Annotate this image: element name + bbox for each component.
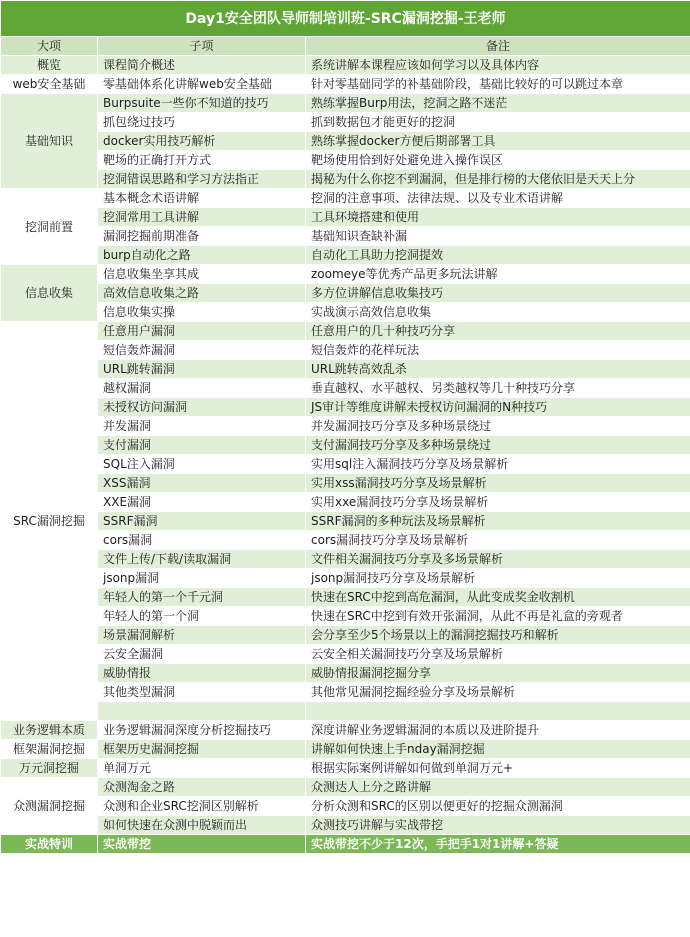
category-cell: 信息收集 [1,265,98,322]
table-row [1,531,690,550]
subitem-cell: 靶场的正确打开方式 [98,151,306,170]
category-cell: 万元洞挖掘 [1,759,98,778]
subitem-cell: SQL注入漏洞 [98,455,306,474]
table-row [1,740,690,759]
subitem-cell: 基本概念术语讲解 [98,189,306,208]
table-row [1,360,690,379]
subitem-cell: 漏洞挖掘前期准备 [98,227,306,246]
note-cell: 熟练掌握Burp用法，挖洞之路不迷茫 [306,94,690,113]
subitem-cell: 威胁情报 [98,664,306,683]
subitem-cell: 课程简介概述 [98,56,306,75]
category-cell: web安全基础 [1,75,98,94]
note-cell: 威胁情报漏洞挖掘分享 [306,664,690,683]
note-cell: 短信轰炸的花样玩法 [306,341,690,360]
table-row [1,56,690,75]
final-note-cell: 实战带挖不少于12次，手把手1对1讲解+答疑 [306,835,690,854]
final-subitem-cell: 实战带挖 [98,835,306,854]
table-row [1,797,690,816]
table-row [1,94,690,113]
table-row [1,341,690,360]
table-row [1,569,690,588]
subitem-cell: jsonp漏洞 [98,569,306,588]
note-cell: 实用xss漏洞技巧分享及场景解析 [306,474,690,493]
subitem-cell: 信息收集实操 [98,303,306,322]
note-cell: 深度讲解业务逻辑漏洞的本质以及进阶提升 [306,721,690,740]
table-row [1,588,690,607]
subitem-cell: 年轻人的第一个洞 [98,607,306,626]
subitem-cell: 挖洞错误思路和学习方法指正 [98,170,306,189]
table-row [1,512,690,531]
table-row [1,151,690,170]
table-row [1,493,690,512]
subitem-cell: 挖洞常用工具讲解 [98,208,306,227]
note-cell: 会分享至少5个场景以上的漏洞挖掘技巧和解析 [306,626,690,645]
table-row [1,113,690,132]
note-cell: 快速在SRC中挖到高危漏洞，从此变成奖金收割机 [306,588,690,607]
table-row [1,265,690,284]
subitem-cell: 越权漏洞 [98,379,306,398]
table-row [1,474,690,493]
subitem-cell: 信息收集坐享其成 [98,265,306,284]
subitem-cell: docker实用技巧解析 [98,132,306,151]
table-row [1,759,690,778]
subitem-cell: 众测淘金之路 [98,778,306,797]
subitem-cell: 短信轰炸漏洞 [98,341,306,360]
table-row [1,132,690,151]
table-row [1,455,690,474]
note-cell: 文件相关漏洞技巧分享及多场景解析 [306,550,690,569]
header-category: 大项 [1,37,98,56]
note-cell: 抓到数据包才能更好的挖洞 [306,113,690,132]
note-cell: cors漏洞技巧分享及场景解析 [306,531,690,550]
table-row [1,436,690,455]
note-cell: 众测技巧讲解与实战带挖 [306,816,690,835]
table-row [1,170,690,189]
subitem-cell: burp自动化之路 [98,246,306,265]
category-cell: 框架漏洞挖掘 [1,740,98,759]
subitem-cell: 业务逻辑漏洞深度分析挖掘技巧 [98,721,306,740]
table-body [1,56,690,854]
note-cell: 靶场使用恰到好处避免进入操作误区 [306,151,690,170]
subitem-cell: 抓包绕过技巧 [98,113,306,132]
table-row [1,664,690,683]
note-cell: 快速在SRC中挖到有效开张漏洞，从此不再是礼盒的旁观者 [306,607,690,626]
note-cell: 分析众测和SRC的区别以便更好的挖掘众测漏洞 [306,797,690,816]
note-cell: 自动化工具助力挖洞提效 [306,246,690,265]
table-row [1,550,690,569]
subitem-cell: 如何快速在众测中脱颖而出 [98,816,306,835]
note-cell: 熟练掌握docker方便后期部署工具 [306,132,690,151]
table-row [1,322,690,341]
subitem-cell: 零基础体系化讲解web安全基础 [98,75,306,94]
table-row [1,284,690,303]
note-cell: 多方位讲解信息收集技巧 [306,284,690,303]
note-cell: 讲解如何快速上手nday漏洞挖掘 [306,740,690,759]
category-cell: 挖洞前置 [1,189,98,265]
table-row [1,778,690,797]
table-row [1,702,690,721]
note-cell: 系统讲解本课程应该如何学习以及具体内容 [306,56,690,75]
table-row [1,303,690,322]
final-category-cell: 实战特训 [1,835,98,854]
table-row [1,189,690,208]
table-row [1,227,690,246]
table-row [1,607,690,626]
subitem-cell: XSS漏洞 [98,474,306,493]
note-cell: URL跳转高效乱杀 [306,360,690,379]
note-cell: 揭秘为什么你挖不到漏洞，但是排行榜的大佬依旧是天天上分 [306,170,690,189]
subitem-cell [98,702,306,721]
note-cell: 实用xxe漏洞技巧分享及场景解析 [306,493,690,512]
note-cell: JS审计等维度讲解未授权访问漏洞的N种技巧 [306,398,690,417]
note-cell: 云安全相关漏洞技巧分享及场景解析 [306,645,690,664]
category-cell: SRC漏洞挖掘 [1,322,98,721]
header-note: 备注 [306,37,690,56]
subitem-cell: 未授权访问漏洞 [98,398,306,417]
note-cell: zoomeye等优秀产品更多玩法讲解 [306,265,690,284]
table-row [1,398,690,417]
subitem-cell: 并发漏洞 [98,417,306,436]
note-cell: 实战演示高效信息收集 [306,303,690,322]
table-row [1,626,690,645]
table-row [1,246,690,265]
table-title: Day1安全团队导师制培训班-SRC漏洞挖掘-王老师 [1,1,690,37]
note-cell: 垂直越权、水平越权、另类越权等几十种技巧分享 [306,379,690,398]
subitem-cell: 高效信息收集之路 [98,284,306,303]
subitem-cell: 任意用户漏洞 [98,322,306,341]
subitem-cell: 场景漏洞解析 [98,626,306,645]
category-cell: 众测漏洞挖掘 [1,778,98,835]
category-cell: 概览 [1,56,98,75]
category-cell: 基础知识 [1,94,98,189]
table-row [1,683,690,702]
note-cell: 众测达人上分之路讲解 [306,778,690,797]
table-row [1,645,690,664]
table-row [1,417,690,436]
subitem-cell: 云安全漏洞 [98,645,306,664]
subitem-cell: 其他类型漏洞 [98,683,306,702]
subitem-cell: 单洞万元 [98,759,306,778]
subitem-cell: XXE漏洞 [98,493,306,512]
note-cell: 根据实际案例讲解如何做到单洞万元+ [306,759,690,778]
table-row [1,379,690,398]
note-cell: 基础知识查缺补漏 [306,227,690,246]
note-cell: jsonp漏洞技巧分享及场景解析 [306,569,690,588]
subitem-cell: SSRF漏洞 [98,512,306,531]
subitem-cell: cors漏洞 [98,531,306,550]
header-subitem: 子项 [98,37,306,56]
note-cell [306,702,690,721]
note-cell: 针对零基础同学的补基础阶段，基础比较好的可以跳过本章 [306,75,690,94]
note-cell: 工具环境搭建和使用 [306,208,690,227]
subitem-cell: Burpsuite一些你不知道的技巧 [98,94,306,113]
category-cell: 业务逻辑本质 [1,721,98,740]
subitem-cell: 众测和企业SRC挖洞区别解析 [98,797,306,816]
subitem-cell: 文件上传/下载/读取漏洞 [98,550,306,569]
table-row [1,208,690,227]
subitem-cell: 年轻人的第一个千元洞 [98,588,306,607]
subitem-cell: 框架历史漏洞挖掘 [98,740,306,759]
note-cell: 其他常见漏洞挖掘经验分享及场景解析 [306,683,690,702]
table-row [1,721,690,740]
note-cell: 并发漏洞技巧分享及多种场景绕过 [306,417,690,436]
note-cell: 实用sql注入漏洞技巧分享及场景解析 [306,455,690,474]
note-cell: 挖洞的注意事项、法律法规、以及专业术语讲解 [306,189,690,208]
table-row [1,816,690,835]
table-row [1,75,690,94]
subitem-cell: 支付漏洞 [98,436,306,455]
note-cell: 支付漏洞技巧分享及多种场景绕过 [306,436,690,455]
note-cell: SSRF漏洞的多种玩法及场景解析 [306,512,690,531]
final-row [1,835,690,854]
note-cell: 任意用户的几十种技巧分享 [306,322,690,341]
subitem-cell: URL跳转漏洞 [98,360,306,379]
